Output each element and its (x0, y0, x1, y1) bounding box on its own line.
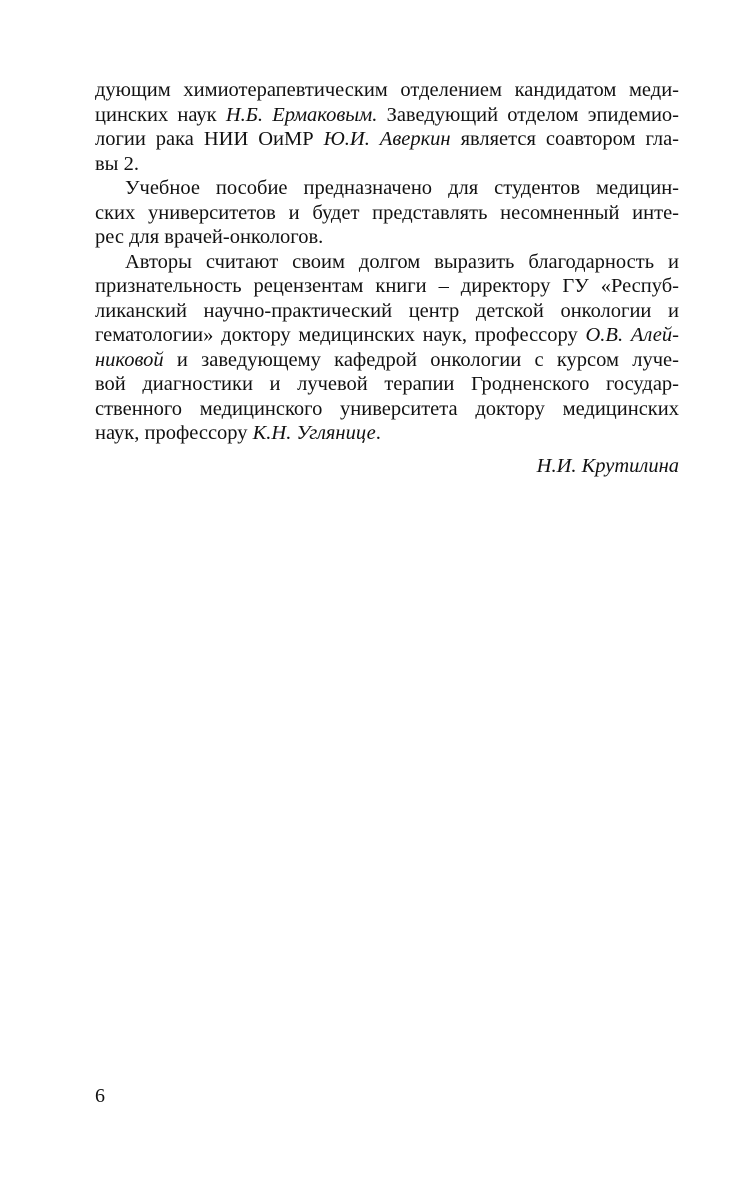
text-span: наук, профессору (95, 422, 253, 444)
text-span: и заведующему кафедрой онкологии с курсом луче- (163, 348, 679, 371)
text-span: гематологии» доктору медицинских наук, профессору (95, 324, 586, 346)
text-span: вой диагностики и лучевой терапии Гродненского государ- (95, 373, 679, 395)
text-span: рес для врачей-онкологов. (95, 226, 324, 248)
text-line (95, 299, 679, 324)
author-name-italic: никовой (95, 348, 164, 371)
text-span: Заведующий отделом эпидемио- (377, 103, 679, 126)
text-line (95, 397, 679, 422)
text-line (95, 421, 679, 446)
text-line (95, 152, 679, 177)
text-span: ственного медицинского университета доктору медицинских (95, 397, 679, 420)
signature (95, 454, 679, 479)
author-name-italic: О.В. Алей- (585, 324, 679, 346)
text-line (95, 225, 679, 250)
text-span: дующим химиотерапевтическим отделением кандидатом меди- (95, 79, 679, 101)
text-span: . (375, 422, 381, 444)
text-span: Учебное пособие предназначено для студентов медицин- (125, 177, 679, 199)
text-line (95, 176, 679, 201)
signature-name: Н.И. Крутилина (536, 454, 679, 477)
text-span: Авторы считают своим долгом выразить благодарность и (125, 250, 679, 273)
text-line (95, 127, 679, 152)
text-span: логии рака НИИ ОиМР (95, 128, 324, 150)
text-span: признательность рецензентам книги – директору ГУ «Респуб- (95, 275, 679, 297)
text-span: ликанский научно-практический центр детской онкологии и (95, 299, 679, 322)
text-line (95, 250, 679, 275)
text-line (95, 103, 679, 128)
text-line (95, 78, 679, 103)
page-number: 6 (95, 1085, 105, 1107)
text-line (95, 372, 679, 397)
text-span: вы 2. (95, 152, 139, 175)
author-name-italic: Н.Б. Ермаковым. (225, 103, 378, 126)
text-span: цинских наук (95, 103, 226, 126)
text-line (95, 274, 679, 299)
text-line (95, 201, 679, 226)
text-line (95, 348, 679, 373)
text-span: ских университетов и будет представлять несомненный инте- (95, 201, 679, 224)
author-name-italic: К.Н. Углянице (252, 422, 376, 444)
text-line (95, 323, 679, 348)
text-span: является соавтором гла- (450, 128, 679, 150)
author-name-italic: Ю.И. Аверкин (323, 128, 451, 150)
body-text (95, 78, 679, 478)
